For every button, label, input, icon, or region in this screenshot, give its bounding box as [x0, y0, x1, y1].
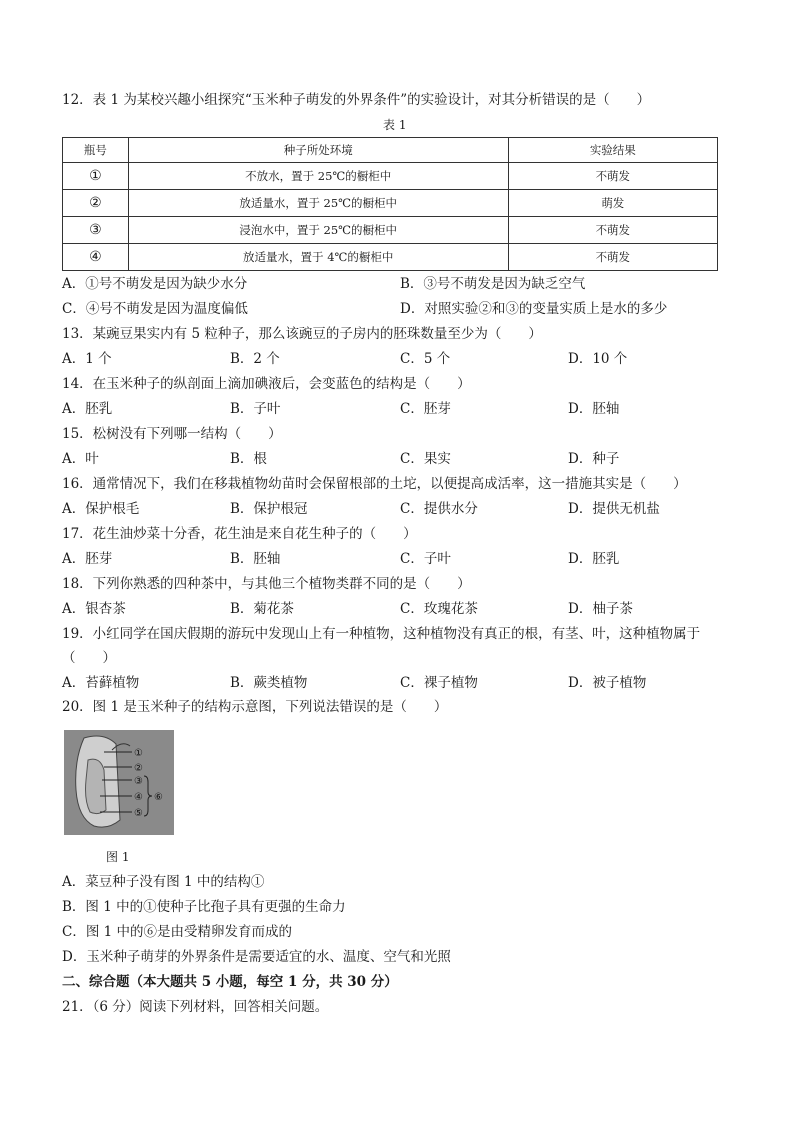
corn-seed-figure	[64, 730, 174, 835]
q16-options	[62, 499, 742, 519]
figure-label-1: ①	[134, 748, 143, 759]
q13-option-d[interactable]: D．10 个	[568, 351, 628, 367]
q19-option-a[interactable]: A．苔藓植物	[62, 675, 140, 691]
q13-option-a[interactable]: A．1 个	[62, 351, 112, 367]
q16-option-c[interactable]: C．提供水分	[400, 501, 478, 517]
q15-options	[62, 449, 742, 469]
environment-cell: 不放水，置于 25℃的橱柜中	[128, 163, 508, 190]
header-environment: 种子所处环境	[128, 138, 508, 163]
result-cell: 不萌发	[508, 244, 717, 271]
table-caption: 表 1	[383, 118, 407, 132]
q15-option-a[interactable]: A．叶	[62, 451, 99, 467]
q12-option-d[interactable]: D．对照实验②和③的变量实质上是水的多少	[400, 301, 668, 317]
q17-stem: 17．花生油炒菜十分香，花生油是来自花生种子的（ ）	[62, 526, 417, 542]
q16-option-d[interactable]: D．提供无机盐	[568, 501, 660, 517]
header-bottle: 瓶号	[63, 138, 129, 163]
bottle-id: ①	[63, 163, 129, 190]
q17-option-d[interactable]: D．胚乳	[568, 551, 620, 567]
q20-option-a[interactable]: A．菜豆种子没有图 1 中的结构①	[62, 874, 265, 890]
q12-options-row2	[62, 299, 742, 319]
q15-option-d[interactable]: D．种子	[568, 451, 620, 467]
bottle-id: ④	[63, 244, 129, 271]
q14-option-a[interactable]: A．胚乳	[62, 401, 113, 417]
q14-option-c[interactable]: C．胚芽	[400, 401, 451, 417]
header-result: 实验结果	[508, 138, 717, 163]
q14-options	[62, 399, 742, 419]
q19-option-b[interactable]: B．蕨类植物	[230, 675, 308, 691]
q16-option-b[interactable]: B．保护根冠	[230, 501, 308, 517]
q18-option-c[interactable]: C．玫瑰花茶	[400, 601, 478, 617]
environment-cell: 放适量水，置于 25℃的橱柜中	[128, 190, 508, 217]
figure-label-6: ⑥	[154, 792, 163, 803]
environment-cell: 放适量水，置于 4℃的橱柜中	[128, 244, 508, 271]
experiment-table	[62, 137, 718, 271]
bottle-id: ③	[63, 217, 129, 244]
q12-option-a[interactable]: A．①号不萌发是因为缺少水分	[62, 276, 248, 292]
q20-option-d[interactable]: D．玉米种子萌芽的外界条件是需要适宜的水、温度、空气和光照	[62, 949, 451, 965]
figure-label-3: ③	[134, 776, 143, 787]
q17-options	[62, 549, 742, 569]
q16-stem: 16．通常情况下，我们在移栽植物幼苗时会保留根部的土坨，以便提高成活率，这一措施其实是（ ）	[62, 476, 687, 492]
environment-cell: 浸泡水中，置于 25℃的橱柜中	[128, 217, 508, 244]
q12-option-b[interactable]: B．③号不萌发是因为缺乏空气	[400, 276, 586, 292]
q19-option-d[interactable]: D．被子植物	[568, 675, 647, 691]
q20-stem: 20．图 1 是玉米种子的结构示意图，下列说法错误的是（ ）	[62, 699, 448, 715]
table-row	[63, 244, 718, 271]
q14-option-d[interactable]: D．胚轴	[568, 401, 620, 417]
q19-stem-continued: （ ）	[62, 650, 116, 666]
q17-option-a[interactable]: A．胚芽	[62, 551, 113, 567]
table-row	[63, 190, 718, 217]
figure-label-5: ⑤	[134, 808, 143, 819]
figure-caption: 图 1	[106, 850, 130, 864]
q18-options	[62, 599, 742, 619]
q15-option-c[interactable]: C．果实	[400, 451, 451, 467]
q12-options-row1	[62, 274, 742, 294]
q19-options	[62, 673, 742, 693]
q13-options	[62, 349, 742, 369]
q15-option-b[interactable]: B．根	[230, 451, 267, 467]
q20-option-c[interactable]: C．图 1 中的⑥是由受精卵发育而成的	[62, 924, 293, 940]
q21-stem: 21．（6 分）阅读下列材料，回答相关问题。	[62, 999, 329, 1015]
q14-option-b[interactable]: B．子叶	[230, 401, 281, 417]
table-row	[63, 163, 718, 190]
q15-stem: 15．松树没有下列哪一结构（ ）	[62, 426, 282, 442]
result-cell: 不萌发	[508, 163, 717, 190]
figure-label-4: ④	[134, 792, 143, 803]
q12-option-c[interactable]: C．④号不萌发是因为温度偏低	[62, 301, 248, 317]
q18-option-d[interactable]: D．柚子茶	[568, 601, 633, 617]
table-header-row	[63, 138, 718, 163]
q18-option-b[interactable]: B．菊花茶	[230, 601, 294, 617]
q12-stem: 12．表 1 为某校兴趣小组探究“玉米种子萌发的外界条件”的实验设计，对其分析错误的是（ ）	[62, 92, 651, 108]
result-cell: 不萌发	[508, 217, 717, 244]
result-cell: 萌发	[508, 190, 717, 217]
q20-option-b[interactable]: B．图 1 中的①使种子比孢子具有更强的生命力	[62, 899, 346, 915]
q17-option-c[interactable]: C．子叶	[400, 551, 451, 567]
q13-option-c[interactable]: C．5 个	[400, 351, 451, 367]
q16-option-a[interactable]: A．保护根毛	[62, 501, 140, 517]
q19-option-c[interactable]: C．裸子植物	[400, 675, 478, 691]
table-row	[63, 217, 718, 244]
q18-stem: 18．下列你熟悉的四种茶中，与其他三个植物类群不同的是（ ）	[62, 576, 471, 592]
q13-option-b[interactable]: B．2 个	[230, 351, 280, 367]
bottle-id: ②	[63, 190, 129, 217]
section2-heading: 二、综合题（本大题共 5 小题，每空 1 分，共 30 分）	[62, 974, 398, 990]
q13-stem: 13．某豌豆果实内有 5 粒种子，那么该豌豆的子房内的胚珠数量至少为（ ）	[62, 326, 542, 342]
corn-seed-diagram	[64, 730, 174, 835]
q17-option-b[interactable]: B．胚轴	[230, 551, 281, 567]
q18-option-a[interactable]: A．银杏茶	[62, 601, 126, 617]
q19-stem: 19．小红同学在国庆假期的游玩中发现山上有一种植物，这种植物没有真正的根，有茎、叶，这种植物属于	[62, 626, 701, 642]
figure-label-2: ②	[134, 763, 143, 774]
q14-stem: 14．在玉米种子的纵剖面上滴加碘液后，会变蓝色的结构是（ ）	[62, 376, 471, 392]
